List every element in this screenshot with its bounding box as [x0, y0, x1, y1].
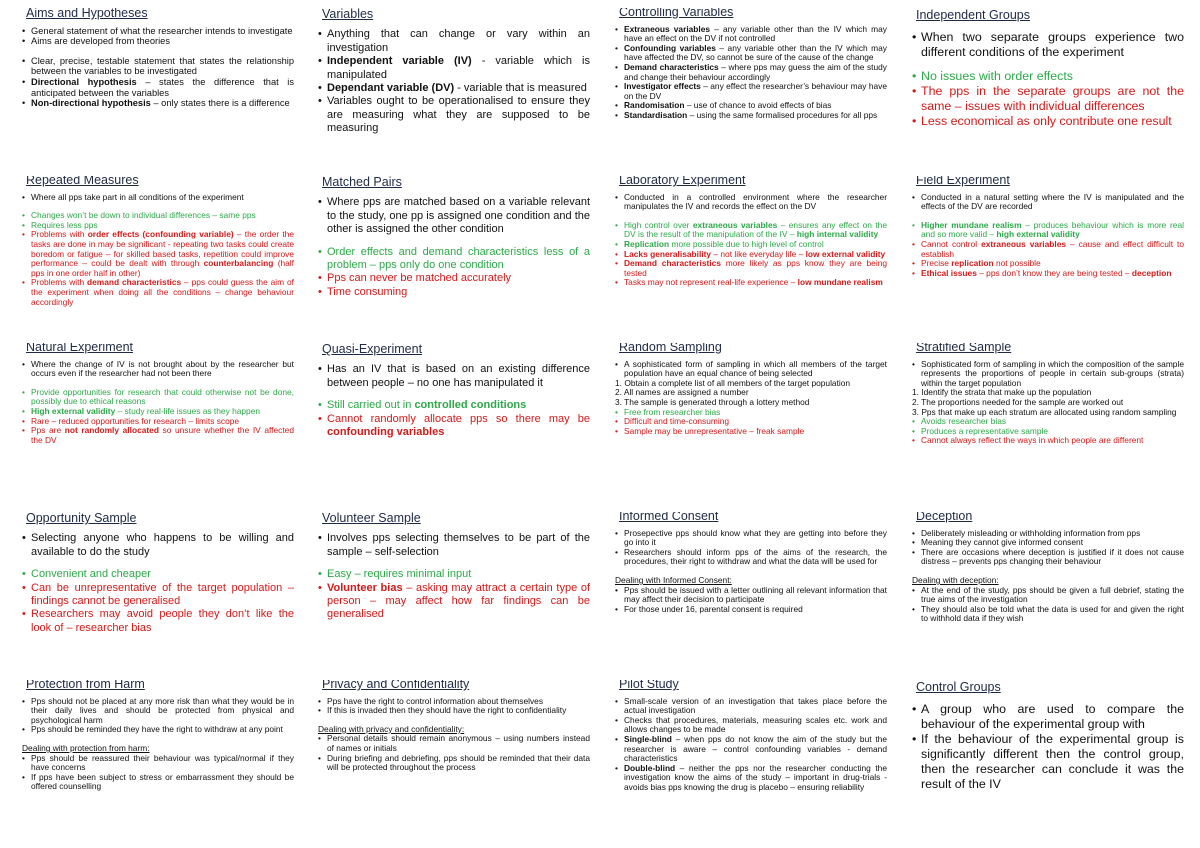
text-run: Pps can never be matched accurately	[327, 272, 512, 285]
text-run: Small-scale version of an investigation that takes place before the actual investigation	[624, 695, 887, 716]
card-natural-experiment	[22, 343, 294, 505]
text-run: Volunteer bias	[327, 581, 403, 594]
card-privacy-and-confidentiality	[318, 680, 590, 842]
card-title: Laboratory Experiment	[619, 176, 746, 187]
text-run: When two separate groups experience two different conditions of the experiment	[921, 30, 1184, 59]
text-run: extraneous variables	[981, 238, 1067, 249]
text-run: – neither the pps nor the researcher conducting the investigation know the aims of the study – important in drug-trials - avoids bias pps knowing the drug is placebo – ensuring reliability	[624, 762, 887, 792]
text-run: high internal validity	[796, 229, 879, 240]
bullet-list	[318, 697, 590, 773]
list-item	[318, 55, 590, 82]
text-run: high external validity	[996, 229, 1080, 240]
text-run: Randomisation	[624, 100, 685, 111]
list-item	[615, 278, 887, 288]
text-run: Conducted in a controlled environment where the researcher manipulates the IV and records the effect on the DV	[624, 191, 887, 212]
list-item	[615, 360, 887, 379]
text-run: All names are assigned a number	[623, 387, 749, 398]
list-item	[912, 732, 1184, 792]
text-run: Pps should be issued with a letter outlining all relevant information that may affect their decision to participate	[624, 584, 887, 605]
card-title: Random Sampling	[619, 343, 722, 354]
text-run: They should also be told what the data is used for and given the right to withhold data if they wish	[921, 603, 1184, 624]
card-title: Aims and Hypotheses	[26, 8, 148, 20]
card-laboratory-experiment	[615, 176, 887, 338]
card-title: Independent Groups	[916, 8, 1030, 22]
list-item	[912, 193, 1184, 212]
text-run: Dealing with protection from harm:	[22, 742, 150, 753]
list-item	[318, 82, 590, 95]
card-volunteer-sample	[318, 512, 590, 674]
bullet-list	[912, 193, 1184, 279]
list-item	[912, 586, 1184, 605]
list-item	[318, 95, 590, 135]
text-run: – where pps may guess the aim of the study and change their behaviour accordingly	[624, 61, 887, 82]
list-item	[615, 697, 887, 716]
card-title: Informed Consent	[619, 512, 719, 523]
text-run: Extraneous variables	[624, 23, 711, 34]
text-run: – not like everyday life –	[711, 248, 806, 259]
list-item	[615, 716, 887, 735]
text-run: Precise	[921, 258, 952, 269]
text-run: During briefing and debriefing, pps should be reminded that their data will be protected throughout the process	[327, 752, 590, 773]
text-run: The sample is generated through a lottery method	[624, 396, 810, 407]
bullet-list	[912, 702, 1184, 792]
list-item	[615, 735, 887, 764]
card-title: Volunteer Sample	[322, 512, 421, 525]
card-title: Opportunity Sample	[26, 512, 137, 525]
list-item	[318, 28, 590, 55]
card-title: Variables	[322, 8, 374, 21]
text-run: Researchers should inform pps of the aims of the research, the procedures, their right to withdraw and what the data will be used for	[624, 546, 887, 567]
text-run: not randomly allocated	[64, 425, 159, 436]
list-item	[615, 25, 887, 44]
list-item	[22, 360, 294, 379]
list-number: 2.	[615, 387, 624, 398]
text-run: There are occasions where deception is justified if it does not cause distress – prevents pps changing their behaviour	[921, 546, 1184, 567]
list-item	[912, 269, 1184, 279]
list-item	[318, 399, 590, 412]
text-run: more likely as pps know they are being tested	[624, 258, 887, 278]
card-independent-groups	[912, 8, 1184, 170]
text-run: Non-directional hypothesis	[31, 98, 151, 109]
list-item	[318, 532, 590, 559]
list-item	[22, 697, 294, 726]
text-run: Identify the strata that make up the population	[921, 387, 1092, 398]
text-run: Variables ought to be operationalised to ensure they are measuring what they are supposed to be measuring	[327, 95, 590, 135]
card-matched-pairs	[318, 176, 590, 338]
text-run: For those under 16, parental consent is required	[624, 603, 803, 614]
list-item	[912, 548, 1184, 567]
list-number: 1.	[615, 377, 625, 388]
text-run: replication	[951, 258, 994, 269]
list-item	[912, 114, 1184, 129]
text-run: Order effects and demand characteristics less of a problem – pps only do one condition	[327, 245, 590, 272]
text-run: Changes won’t be down to individual differences – same pps	[31, 210, 256, 221]
bullet-list	[318, 363, 590, 439]
text-run: Dealing with privacy and confidentiality:	[318, 723, 465, 734]
text-run: Obtain a complete list of all members of the target population	[624, 377, 851, 388]
bullet-list	[22, 697, 294, 792]
bullet-list	[22, 360, 294, 446]
text-run: No issues with order effects	[921, 69, 1073, 83]
list-item	[22, 26, 294, 37]
text-run: Lacks generalisability	[624, 248, 712, 259]
text-run: Tasks may not represent real-life experience –	[624, 277, 798, 288]
card-title: Repeated Measures	[26, 176, 139, 187]
text-run: Aims are developed from theories	[31, 36, 171, 47]
text-run: Provide opportunities for research that could otherwise not be done, possibly due to ethical reasons	[31, 386, 294, 407]
card-quasi-experiment	[318, 343, 590, 505]
bullet-list	[318, 196, 590, 299]
card-title: Control Groups	[916, 680, 1001, 694]
list-number: 1.	[912, 387, 922, 398]
bullet-list	[615, 193, 887, 288]
text-run: Pps should be reassured their behaviour was typical/normal if they have concerns	[31, 752, 294, 773]
text-run: Where pps are matched based on a variable relevant to the study, one pp is assigned one condition and the other is assigned the other condition	[327, 196, 590, 236]
text-run: The pps in the separate groups are not the same – issues with individual differences	[921, 84, 1184, 113]
text-run: not possible	[993, 258, 1041, 269]
text-run: Dealing with Informed Consent:	[615, 574, 732, 585]
text-run: Can be unrepresentative of the target population – findings cannot be generalised	[31, 581, 294, 608]
list-item	[22, 230, 294, 278]
text-run: – pps could guess the aim of the experiment when doing all the conditions – change behaviour accordingly	[31, 277, 294, 307]
text-run: – any effect the researcher’s behaviour may have on the DV	[624, 81, 887, 101]
card-pilot-study	[615, 680, 887, 842]
list-item	[22, 426, 294, 445]
text-run: – cause and effect difficult to establish	[921, 238, 1184, 259]
text-run: – the order the tasks are done in may be significant - repeating two tasks could create boredom or fatigue – for skilled based tasks, repetition could improve performance – could be dealt with through	[31, 229, 294, 269]
list-item	[912, 30, 1184, 60]
text-run: Time consuming	[327, 285, 408, 298]
card-controlling-variables	[615, 8, 887, 170]
card-protection-from-harm	[22, 680, 294, 842]
list-item	[912, 702, 1184, 732]
list-item	[615, 586, 887, 605]
text-run: Demand characteristics	[624, 61, 719, 72]
list-item	[615, 82, 887, 101]
bullet-list	[615, 529, 887, 615]
text-run: Problems with	[31, 277, 88, 288]
text-run: A group who are used to compare the behaviour of the experimental group with	[921, 702, 1184, 731]
text-run: The proportions needed for the sample are worked out	[921, 396, 1124, 407]
text-run: deception	[1131, 267, 1172, 278]
text-run: Conducted in a natural setting where the IV is manipulated and the effects of the DV are recorded	[921, 191, 1184, 212]
list-item	[615, 764, 887, 793]
text-run: Single-blind	[624, 733, 672, 744]
list-item	[318, 568, 590, 581]
text-run: Dealing with deception:	[912, 574, 999, 585]
text-run: Clear, precise, testable statement that states the relationship between the variables to be investigated	[31, 55, 294, 77]
text-run: Pps are	[31, 425, 65, 436]
text-run: Has an IV that is based on an existing difference between people – no one has manipulated it	[327, 363, 590, 389]
text-run: If this is invaded then they should have the right to confidentiality	[327, 705, 567, 716]
card-deception	[912, 512, 1184, 674]
bullet-list	[912, 360, 1184, 446]
card-title: Natural Experiment	[26, 343, 133, 354]
bullet-list	[22, 26, 294, 109]
text-run: If pps have been subject to stress or embarrassment they should be offered counselling	[31, 771, 294, 792]
list-number: 2.	[912, 396, 922, 407]
card-title: Controlling Variables	[619, 8, 734, 19]
text-run: – study real-life issues as they happen	[115, 405, 261, 416]
card-aims-and-hypotheses	[22, 8, 294, 170]
text-run: Higher mundane realism	[921, 219, 1022, 230]
bullet-list	[22, 532, 294, 635]
card-title: Quasi-Experiment	[322, 343, 423, 356]
list-item	[912, 69, 1184, 84]
bullet-list	[615, 697, 887, 793]
text-run: Rare – reduced opportunities for research – limits scope	[31, 415, 240, 426]
card-title: Deception	[916, 512, 973, 523]
text-run: Pps should be reminded they have the right to withdraw at any point	[31, 724, 283, 735]
list-item	[615, 221, 887, 240]
list-item	[22, 582, 294, 609]
card-title: Protection from Harm	[26, 680, 145, 691]
text-run: Dependant variable (DV)	[327, 82, 455, 95]
text-run: – using the same formalised procedures for all pps	[687, 109, 878, 120]
text-run: Cannot randomly allocate pps so there may be	[327, 412, 590, 425]
list-item	[912, 221, 1184, 240]
text-run: Anything that can change or vary within an investigation	[327, 28, 590, 54]
card-title: Field Experiment	[916, 176, 1010, 187]
text-run: low mundane realism	[797, 277, 883, 288]
text-run: Cannot always reflect the ways in which people are different	[921, 435, 1144, 446]
list-item	[318, 734, 590, 753]
list-item	[318, 363, 590, 390]
text-run: counterbalancing	[203, 258, 274, 269]
list-item	[318, 582, 590, 622]
text-run: – only states there is a difference	[150, 98, 290, 109]
text-run: Checks that procedures, materials, measuring scales etc. work and allows changes to be made	[624, 714, 887, 735]
bullet-list	[615, 25, 887, 121]
text-run: – when pps do not know the aim of the study but the researcher is aware – control confounding variables - demand characteristics	[624, 733, 887, 764]
text-run: Pps should not be placed at any more risk than what they would be in their daily lives and should be protected from physical and psychological harm	[31, 695, 294, 725]
text-run: A sophisticated form of sampling in which all members of the target population have an equal chance of being selected	[624, 358, 887, 379]
text-run: – produces behaviour which is more real and so more valid –	[921, 219, 1184, 240]
text-run: controlled conditions	[414, 399, 527, 412]
bullet-list	[615, 360, 887, 437]
text-run: Independent variable (IV)	[327, 55, 472, 68]
text-run: Sample may be unrepresentative – freak sample	[624, 425, 805, 436]
text-run: (half pps in one order half in other)	[31, 258, 294, 278]
list-item	[615, 44, 887, 63]
list-item	[22, 193, 294, 203]
text-run: Easy – requires minimal input	[327, 568, 472, 581]
card-field-experiment	[912, 176, 1184, 338]
text-run: Meaning they cannot give informed consent	[921, 537, 1084, 548]
text-run: Personal details should remain anonymous – using numbers instead of names or initials	[327, 733, 590, 753]
text-run: Where the change of IV is not brought about by the researcher but occurs even if the researcher had not been there	[31, 358, 294, 379]
list-item	[912, 436, 1184, 446]
list-item	[22, 608, 294, 635]
text-run: – pps don’t know they are being tested –	[976, 267, 1132, 278]
list-item	[912, 360, 1184, 389]
list-item	[615, 193, 887, 212]
list-item	[22, 725, 294, 735]
text-run: - variable that is measured	[454, 82, 587, 95]
list-item	[318, 286, 590, 299]
list-item	[615, 548, 887, 567]
list-item	[615, 529, 887, 548]
list-item	[22, 36, 294, 47]
list-item	[318, 706, 590, 716]
text-run: At the end of the study, pps should be given a full debrief, stating the true aims of the investigation	[921, 584, 1184, 605]
list-item	[22, 754, 294, 773]
text-run: so unsure whether the IV affected the DV	[31, 425, 294, 445]
list-item	[318, 196, 590, 236]
card-repeated-measures	[22, 176, 294, 338]
text-run: - variable which is manipulated	[327, 55, 590, 81]
bullet-list	[912, 529, 1184, 624]
text-run: Involves pps selecting themselves to be part of the sample – self-selection	[327, 532, 590, 558]
text-run: Deliberately misleading or withholding information from pps	[921, 527, 1141, 538]
list-item	[22, 532, 294, 559]
text-run: – any variable other than the IV which may have affected the DV, so cannot be sure of the cause of the change	[624, 42, 887, 63]
list-item	[22, 568, 294, 581]
text-run: High control over	[624, 219, 693, 230]
text-run: – any variable other than the IV which may have an effect on the DV if not controlled	[624, 23, 887, 44]
list-item	[318, 272, 590, 285]
text-run: Prosepective pps should know what they are getting into before they go into it	[624, 527, 887, 548]
text-run: Confounding variables	[624, 42, 716, 53]
list-item	[615, 63, 887, 82]
text-run: demand characteristics	[87, 277, 182, 288]
card-title: Pilot Study	[619, 680, 679, 691]
text-run: Standardisation	[624, 109, 688, 120]
text-run: Demand characteristics	[624, 258, 721, 269]
text-run: Selecting anyone who happens to be willing and available to do the study	[31, 532, 294, 558]
card-control-groups	[912, 680, 1184, 842]
text-run: Less economical as only contribute one result	[921, 114, 1172, 128]
list-item	[22, 56, 294, 77]
text-run: High external validity	[31, 405, 116, 416]
text-run: order effects (confounding variable)	[87, 229, 234, 240]
text-run: low external validity	[805, 248, 886, 259]
card-title: Stratified Sample	[916, 343, 1012, 354]
text-run: Free from researcher bias	[624, 406, 721, 417]
text-run: Pps that make up each stratum are allocated using random sampling	[921, 406, 1177, 417]
text-run: confounding variables	[327, 426, 445, 439]
text-run: Directional hypothesis	[31, 76, 137, 87]
text-run: more possible due to high level of control	[669, 238, 824, 249]
card-stratified-sample	[912, 343, 1184, 505]
text-run: Problems with	[31, 229, 88, 240]
list-item	[22, 98, 294, 109]
text-run: extraneous variables	[692, 219, 778, 230]
text-run: Still carried out in	[327, 399, 415, 412]
list-item	[318, 413, 590, 440]
text-run: Produces a representative sample	[921, 425, 1049, 436]
bullet-list	[22, 193, 294, 308]
text-run: Avoids researcher bias	[921, 416, 1007, 427]
text-run: – use of chance to avoid effects of bias	[684, 100, 832, 111]
text-run: Difficult and time-consuming	[624, 416, 730, 427]
list-number: 3.	[615, 396, 625, 407]
list-item	[318, 246, 590, 273]
list-item	[912, 240, 1184, 259]
text-run: Sophisticated form of sampling in which the composition of the sample represents the proportions of people in certain sub-groups (strata) within the target population	[921, 358, 1184, 388]
card-title: Privacy and Confidentiality	[322, 680, 470, 691]
bullet-list	[318, 28, 590, 135]
text-run: – asking may attract a certain type of person – may affect how far findings can be generalised	[327, 581, 590, 621]
text-run: Researchers may avoid people they don’t like the look of – researcher bias	[31, 608, 294, 634]
list-number: 3.	[912, 406, 922, 417]
list-item	[615, 427, 887, 437]
text-run: Ethical issues	[921, 267, 977, 278]
text-run: Requires less pps	[31, 219, 98, 230]
text-run: Double-blind	[624, 762, 676, 773]
list-item	[615, 111, 887, 121]
list-item	[318, 754, 590, 773]
text-run: Where all pps take part in all conditions of the experiment	[31, 191, 244, 202]
card-opportunity-sample	[22, 512, 294, 674]
text-run: – states the difference that is anticipated between the variables	[31, 76, 294, 98]
text-run: Convenient and cheaper	[31, 568, 151, 581]
list-item	[22, 278, 294, 307]
bullet-list	[912, 30, 1184, 129]
text-run: Replication	[624, 238, 670, 249]
bullet-list	[318, 532, 590, 621]
list-item	[615, 259, 887, 278]
text-run: Investigator effects	[624, 81, 701, 92]
card-title: Matched Pairs	[322, 176, 402, 189]
list-item	[22, 773, 294, 792]
list-item	[22, 77, 294, 98]
text-run: General statement of what the researcher intends to investigate	[31, 25, 293, 36]
text-run: – ensures any effect on the DV is the result of the manipulation of the IV –	[624, 219, 887, 240]
list-item	[615, 605, 887, 615]
text-run: If the behaviour of the experimental group is significantly different then the control group, then the researcher can conclude it was the result of the IV	[921, 732, 1184, 791]
card-informed-consent	[615, 512, 887, 674]
text-run: Pps have the right to control information about themselves	[327, 695, 544, 706]
list-item	[912, 84, 1184, 114]
text-run: Cannot control	[921, 238, 982, 249]
list-item	[22, 388, 294, 407]
card-variables	[318, 8, 590, 170]
list-item	[912, 605, 1184, 624]
card-random-sampling	[615, 343, 887, 505]
